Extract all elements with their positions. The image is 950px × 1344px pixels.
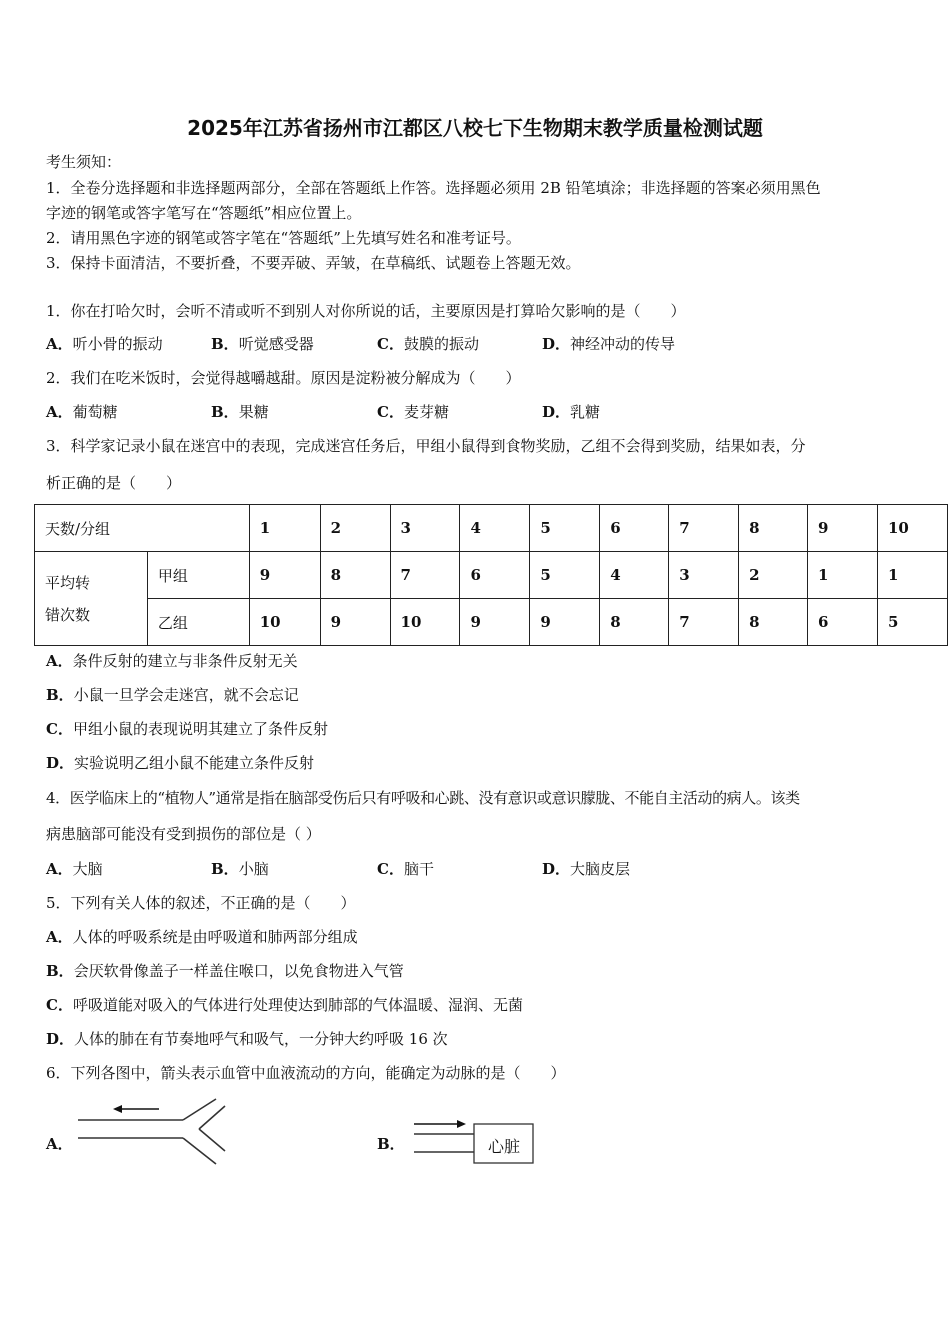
option-letter: A．	[46, 928, 73, 946]
q4-option-c[interactable]	[377, 859, 434, 879]
option-letter: A．	[46, 403, 73, 421]
option-text: 大脑皮层	[570, 860, 631, 878]
q5-option-b[interactable]	[46, 961, 404, 981]
table-cell: 10	[249, 599, 320, 646]
q5-option-d[interactable]	[46, 1029, 448, 1049]
option-text: 呼吸道能对吸入的气体进行处理使达到肺部的气体温暖、湿润、无菌	[72, 996, 523, 1014]
option-letter: A．	[46, 860, 73, 878]
table-cell: 5	[877, 599, 947, 646]
table-cell: 7	[669, 599, 739, 646]
group-a-label: 甲组	[147, 552, 249, 599]
q4-stem-line-2: 病患脑部可能没有受到损伤的部位是（ ）	[46, 825, 321, 843]
table-day: 6	[600, 505, 669, 552]
table-cell: 2	[739, 552, 808, 599]
table-cell: 6	[808, 599, 878, 646]
option-text: 果糖	[238, 403, 269, 421]
table-day: 3	[390, 505, 460, 552]
q2-option-a[interactable]	[46, 402, 118, 422]
option-letter: D．	[542, 403, 571, 421]
option-text: 小鼠一旦学会走迷宫，就不会忘记	[73, 686, 299, 704]
q2-stem: 2．我们在吃米饭时，会觉得越嚼越甜。原因是淀粉被分解成为（ ）	[46, 369, 521, 387]
table-day: 4	[460, 505, 530, 552]
q5-option-a[interactable]	[46, 927, 358, 947]
option-letter: B．	[211, 335, 239, 353]
q4-option-a[interactable]	[46, 859, 103, 879]
table-row-group-a	[35, 552, 948, 599]
q5-option-c[interactable]	[46, 995, 523, 1015]
table-cell: 9	[320, 599, 390, 646]
option-text: 鼓膜的振动	[403, 335, 479, 353]
table-header-row	[35, 505, 948, 552]
table-cell: 9	[530, 599, 600, 646]
option-text: 葡萄糖	[72, 403, 118, 421]
option-letter: C．	[377, 335, 404, 353]
q4-option-b[interactable]	[211, 859, 269, 879]
option-letter: A．	[46, 652, 73, 670]
option-text: 会厌软骨像盖子一样盖住喉口，以免食物进入气管	[73, 962, 404, 980]
q3-option-a[interactable]	[46, 651, 298, 671]
option-letter: D．	[46, 1030, 75, 1048]
option-letter: D．	[542, 860, 571, 878]
q6-option-a[interactable]: A．	[46, 1135, 73, 1153]
table-header-label: 天数/分组	[35, 505, 250, 552]
option-text: 听小骨的振动	[72, 335, 163, 353]
table-cell: 8	[320, 552, 390, 599]
q2-option-b[interactable]	[211, 402, 269, 422]
q4-option-d[interactable]	[542, 859, 630, 879]
notice-line-1a: 1．全卷分选择题和非选择题两部分，全部在答题纸上作答。选择题必须用 2B 铅笔填涂；非选择题的答案必须用黑色	[46, 179, 821, 197]
q6-stem: 6．下列各图中，箭头表示血管中血液流动的方向，能确定为动脉的是（ ）	[46, 1064, 566, 1082]
q1-option-c[interactable]	[377, 334, 479, 354]
option-letter: B．	[46, 686, 74, 704]
table-day: 9	[808, 505, 878, 552]
q1-option-a[interactable]	[46, 334, 163, 354]
option-text: 听觉感受器	[238, 335, 314, 353]
page-title: 2025年江苏省扬州市江都区八校七下生物期末教学质量检测试题	[187, 116, 763, 140]
table-day: 7	[669, 505, 739, 552]
option-letter: C．	[377, 403, 404, 421]
option-text: 脑干	[403, 860, 434, 878]
q2-option-c[interactable]	[377, 402, 449, 422]
notice-heading: 考生须知：	[46, 153, 122, 171]
table-day: 2	[320, 505, 390, 552]
q3-stem-line-1: 3．科学家记录小鼠在迷宫中的表现，完成迷宫任务后，甲组小鼠得到食物奖励，乙组不会得到奖励，结果如表，分	[46, 437, 806, 455]
row-label-line-2: 错次数	[45, 605, 91, 624]
table-cell: 9	[460, 599, 530, 646]
q3-option-c[interactable]	[46, 719, 328, 739]
option-letter: B．	[211, 860, 239, 878]
q4-stem-line-1: 4．医学临床上的“植物人”通常是指在脑部受伤后只有呼吸和心跳、没有意识或意识朦胧、不能自主活动的病人。该类	[46, 789, 800, 807]
option-text: 条件反射的建立与非条件反射无关	[72, 652, 298, 670]
option-text: 麦芽糖	[403, 403, 449, 421]
notice-line-2: 2．请用黑色字迹的钢笔或答字笔在“答题纸”上先填写姓名和准考证号。	[46, 229, 521, 247]
group-b-label: 乙组	[147, 599, 249, 646]
option-letter: C．	[46, 996, 73, 1014]
option-letter: B．	[211, 403, 239, 421]
option-letter: D．	[46, 754, 75, 772]
option-text: 甲组小鼠的表现说明其建立了条件反射	[72, 720, 328, 738]
table-day: 8	[739, 505, 808, 552]
table-cell: 5	[530, 552, 600, 599]
notice-line-1b: 字迹的钢笔或答字笔写在“答题纸”相应位置上。	[46, 204, 362, 222]
vessel-branching-diagram	[75, 1095, 235, 1170]
option-text: 小脑	[238, 860, 269, 878]
option-letter: A．	[46, 335, 73, 353]
q3-option-b[interactable]	[46, 685, 299, 705]
option-text: 人体的肺在有节奏地呼气和吸气，一分钟大约呼吸 16 次	[74, 1030, 448, 1048]
notice-line-3: 3．保持卡面清洁，不要折叠，不要弄破、弄皱，在草稿纸、试题卷上答题无效。	[46, 254, 581, 272]
row-label-line-1: 平均转	[45, 573, 91, 592]
heart-label: 心脏	[487, 1137, 520, 1156]
table-row-group-b	[35, 599, 948, 646]
table-row-label	[35, 552, 148, 646]
option-letter: B．	[46, 962, 74, 980]
table-cell: 10	[390, 599, 460, 646]
q2-option-d[interactable]	[542, 402, 600, 422]
option-text: 神经冲动的传导	[570, 335, 676, 353]
table-day: 1	[249, 505, 320, 552]
table-cell: 8	[739, 599, 808, 646]
table-cell: 8	[600, 599, 669, 646]
table-day: 10	[877, 505, 947, 552]
q1-option-b[interactable]	[211, 334, 314, 354]
q1-stem: 1．你在打哈欠时，会听不清或听不到别人对你所说的话，主要原因是打算哈欠影响的是（ ）	[46, 302, 686, 320]
option-letter: C．	[377, 860, 404, 878]
table-cell: 1	[877, 552, 947, 599]
table-day: 5	[530, 505, 600, 552]
q5-stem: 5．下列有关人体的叙述，不正确的是（ ）	[46, 894, 356, 912]
option-letter: C．	[46, 720, 73, 738]
results-table	[34, 504, 948, 646]
q3-stem-line-2: 析正确的是（ ）	[46, 474, 182, 492]
q3-option-d[interactable]	[46, 753, 314, 773]
option-text: 实验说明乙组小鼠不能建立条件反射	[74, 754, 315, 772]
table-cell: 9	[249, 552, 320, 599]
table-cell: 3	[669, 552, 739, 599]
table-cell: 6	[460, 552, 530, 599]
option-letter: D．	[542, 335, 571, 353]
table-cell: 7	[390, 552, 460, 599]
q6-option-b[interactable]: B．	[377, 1135, 405, 1153]
option-text: 乳糖	[570, 403, 601, 421]
q1-option-d[interactable]	[542, 334, 675, 354]
option-text: 大脑	[72, 860, 103, 878]
table-cell: 1	[808, 552, 878, 599]
table-cell: 4	[600, 552, 669, 599]
option-text: 人体的呼吸系统是由呼吸道和肺两部分组成	[72, 928, 358, 946]
